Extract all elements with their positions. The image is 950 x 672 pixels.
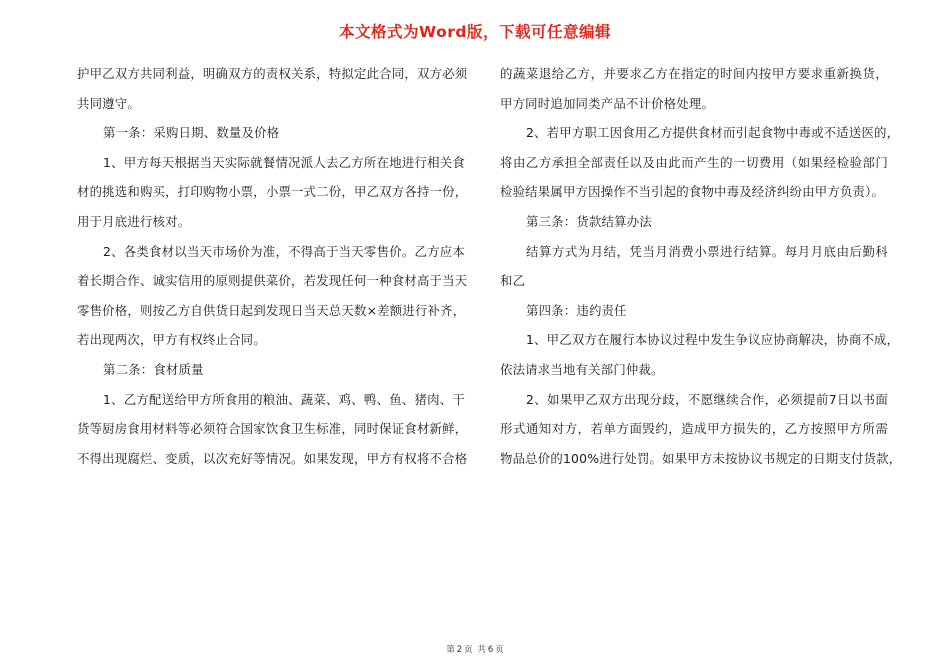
text-line: 不得出现腐烂、变质，以次充好等情况。如果发现，甲方有权将不合格	[77, 450, 468, 466]
text-line: 检验结果属甲方因操作不当引起的食物中毒及经济纠纷由甲方负责）。	[500, 184, 885, 200]
text-line: 零售价格，则按乙方自供货日起到发现日当天总天数×差额进行补齐，	[77, 302, 466, 318]
text-line: 和乙	[500, 273, 526, 289]
page-footer	[0, 643, 950, 655]
text-line: 第二条：食材质量	[103, 361, 204, 377]
text-line: 1、甲乙双方在履行本协议过程中发生争议应协商解决，协商不成，	[526, 332, 900, 348]
text-line: 2、各类食材以当天市场价为准，不得高于当天零售价。乙方应本	[103, 243, 465, 259]
footer-page-label: 第	[446, 645, 455, 655]
right-column	[500, 64, 902, 478]
text-line: 护甲乙双方共同利益，明确双方的责权关系，特拟定此合同，双方必须	[77, 66, 468, 81]
text-line: 材的挑选和购买，打印购物小票，小票一式二份，甲乙双方各持一份，	[77, 184, 468, 200]
footer-page-unit: 页	[464, 645, 473, 655]
text-line: 依法请求当地有关部门仲裁。	[500, 361, 664, 377]
text-line: 第一条：采购日期、数量及价格	[103, 125, 280, 141]
text-line: 的蔬菜退给乙方，并要求乙方在指定的时间内按甲方要求重新换货，	[500, 66, 888, 81]
page-header-title: 本文格式为Word版，下载可任意编辑	[339, 23, 611, 41]
text-line: 2、若甲方职工因食用乙方提供食材而引起食物中毒或不适送医的，	[526, 125, 900, 141]
text-line: 形式通知对方，若单方面毁约，造成甲方损失的，乙方按照甲方所需	[500, 421, 888, 437]
text-line: 用于月底进行核对。	[77, 213, 191, 229]
text-line: 若出现两次，甲方有权终止合同。	[77, 332, 266, 348]
text-line: 物品总价的100%进行处罚。如果甲方未按协议书规定的日期支付货款，	[500, 450, 902, 466]
text-line: 着长期合作、诚实信用的原则提供菜价，若发现任何一种食材高于当天	[77, 273, 468, 289]
footer-total-unit: 页	[495, 645, 504, 655]
text-line: 将由乙方承担全部责任以及由此而产生的一切费用（如果经检验部门	[500, 154, 888, 170]
text-line: 第四条：违约责任	[526, 302, 627, 318]
text-line: 货等厨房食用材料等必须符合国家饮食卫生标准，同时保证食材新鲜，	[77, 421, 468, 437]
text-line: 1、乙方配送给甲方所食用的粮油、蔬菜、鸡、鸭、鱼、猪肉、干	[103, 391, 465, 407]
text-line: 2、如果甲乙双方出现分歧，不愿继续合作，必须提前7日以书面	[526, 391, 888, 407]
text-line: 1、甲方每天根据当天实际就餐情况派人去乙方所在地进行相关食	[103, 154, 465, 170]
footer-page-number: 2	[456, 645, 463, 655]
footer-total-number: 6	[487, 645, 494, 655]
text-line: 共同遵守。	[77, 95, 140, 111]
text-line: 甲方同时追加同类产品不计价格处理。	[500, 95, 715, 111]
left-column	[77, 64, 468, 478]
footer-total-label: 共	[477, 645, 486, 655]
text-line: 结算方式为月结，凭当月消费小票进行结算。每月月底由后勤科	[526, 243, 888, 259]
text-line: 第三条：货款结算办法	[526, 213, 652, 229]
